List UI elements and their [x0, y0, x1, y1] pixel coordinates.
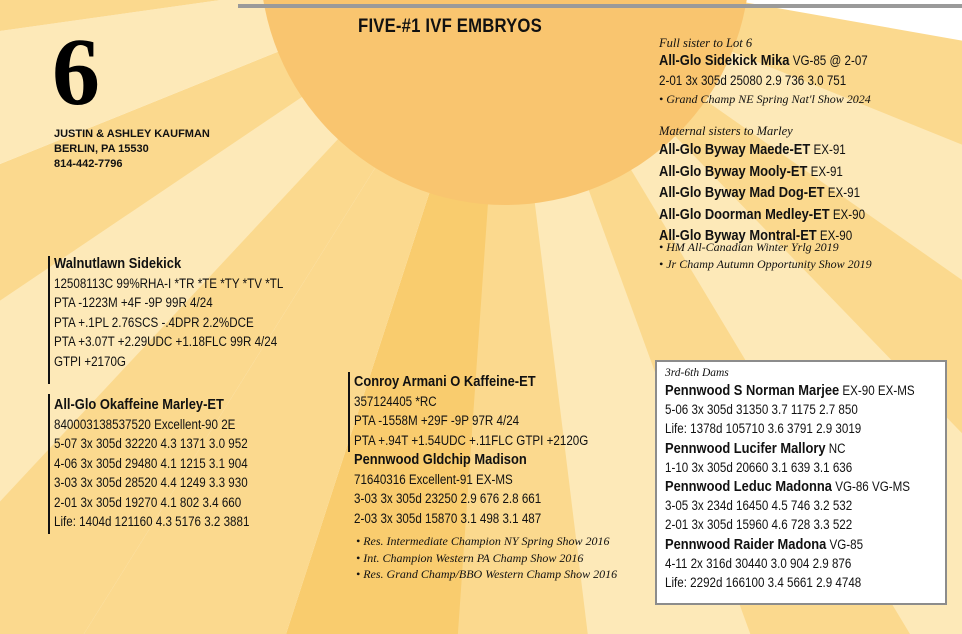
- maternal-sisters-label: Maternal sisters to Marley: [659, 124, 793, 138]
- dam-name: All-Glo Okaffeine Marley-ET: [54, 396, 224, 413]
- maternal-sire-rule: [348, 372, 350, 452]
- sire-line: PTA +3.07T +2.29UDC +1.18FLC 99R 4/24: [54, 334, 278, 349]
- maternal-sire-line: 357124405 *RC: [354, 393, 437, 409]
- second-dam-name: Pennwood Gldchip Madison: [354, 451, 527, 468]
- dams-box-content: Pennwood S Norman Marjee EX-90 EX-MS 5-06 3x 305d 31350 3.7 1175 2.7 850 Life: 1378d 105710 3.6 3791 2.9 3019 Pennwood Lucifer Mallory NC 1-10 3x 305d 20660 3.1 639 3.1 636 Pennwood Leduc Madonna VG-86 VG-MS 3-05 3x 234d 16450 4.5 746 3.2 532 2-01 3x 305d 15960 4.6 728 3.3 522 Pennwood Raider Madona VG-85 4-11 2x 316d 30440 3.0 904 2.9 876 Life: 2292d 166100 3.4 5661 2.9 4748: [665, 381, 915, 592]
- dam-line: 2-01 3x 305d 19270 4.1 802 3.4 660: [54, 494, 242, 510]
- top-rule: [238, 4, 962, 8]
- list-item: All-Glo Byway Montral-ET EX-90: [659, 227, 853, 244]
- sire-line: PTA -1223M +4F -9P 99R 4/24: [54, 295, 213, 310]
- dam3-line: 5-06 3x 305d 31350 3.7 1175 2.7 850: [665, 402, 858, 418]
- sire-block: [54, 254, 283, 371]
- list-item: All-Glo Byway Mad Dog-ET EX-91: [659, 184, 861, 201]
- sire-rule: [48, 256, 50, 384]
- dam5-line: 3-05 3x 234d 16450 4.5 746 3.2 532: [665, 498, 853, 514]
- second-dam-line: 3-03 3x 305d 23250 2.9 676 2.8 661: [354, 491, 542, 506]
- owner-info: [54, 127, 210, 172]
- honor-text: Int. Champion Western PA Champ Show 2016: [363, 550, 584, 565]
- maternal-sire-line: PTA -1558M +29F -9P 97R 4/24: [354, 413, 520, 428]
- dam-line: Life: 1404d 121160 4.3 5176 3.2 3881: [54, 514, 250, 529]
- second-dam-line: 2-03 3x 305d 15870 3.1 498 3.1 487: [354, 510, 542, 526]
- owner-phone: 814-442-7796: [54, 158, 123, 170]
- honor-text: Res. Intermediate Champion NY Spring Show 2016: [363, 534, 610, 548]
- full-sister-block: [659, 51, 868, 90]
- dam6-line: Life: 2292d 166100 3.4 5661 2.9 4748: [665, 575, 862, 591]
- maternal-sire-block: [354, 372, 588, 528]
- full-sister-record: 2-01 3x 305d 25080 2.9 736 3.0 751: [659, 72, 847, 88]
- sire-line: PTA +.1PL 2.76SCS -.4DPR 2.2%DCE: [54, 314, 254, 330]
- honor-text: HM All-Canadian Winter Yrlg 2019: [666, 240, 839, 254]
- dam-line: 3-03 3x 305d 28520 4.4 1249 3.3 930: [54, 475, 248, 490]
- dam3-name: Pennwood S Norman Marjee: [665, 382, 840, 399]
- full-sister-honor: • Grand Champ NE Spring Nat'l Show 2024: [659, 92, 871, 106]
- full-sister-label: Full sister to Lot 6: [659, 36, 753, 50]
- full-sister-score: VG-85 @ 2-07: [789, 53, 868, 68]
- page-title: FIVE-#1 IVF EMBRYOS: [358, 16, 542, 37]
- sire-name: Walnutlawn Sidekick: [54, 255, 182, 272]
- dam-line: 4-06 3x 305d 29480 4.1 1215 3.1 904: [54, 455, 248, 471]
- owner-name: JUSTIN & ASHLEY KAUFMAN: [54, 128, 210, 140]
- dam-line: 5-07 3x 305d 32220 4.3 1371 3.0 952: [54, 436, 248, 451]
- second-dam-line: 71640316 Excellent-91 EX-MS: [354, 471, 513, 487]
- lot-number: 6: [52, 18, 100, 125]
- maternal-sisters-honors: • HM All-Canadian Winter Yrlg 2019 • Jr Champ Autumn Opportunity Show 2019: [659, 240, 872, 271]
- dam4-name: Pennwood Lucifer Mallory: [665, 439, 826, 457]
- maternal-sire-line: PTA +.94T +1.54UDC +.11FLC GTPI +2120G: [354, 432, 589, 448]
- full-sister-name: All-Glo Sidekick Mika: [659, 52, 790, 69]
- dam-rule: [48, 394, 50, 534]
- sire-line: GTPI +2170G: [54, 353, 126, 369]
- list-item: All-Glo Byway Maede-ET EX-91: [659, 141, 846, 158]
- list-item: All-Glo Doorman Medley-ET EX-90: [659, 205, 866, 223]
- second-dam-honors: • Res. Intermediate Champion NY Spring Show 2016 • Int. Champion Western PA Champ Show 2016 • Res. Grand Champ/BBO Western Champ Show 2016: [356, 534, 618, 581]
- dam5-line: 2-01 3x 305d 15960 4.6 728 3.3 522: [665, 517, 853, 533]
- dam5-name: Pennwood Leduc Madonna: [665, 478, 832, 496]
- honor-text: Jr Champ Autumn Opportunity Show 2019: [666, 256, 872, 271]
- owner-address: BERLIN, PA 15530: [54, 143, 149, 155]
- dam6-line: 4-11 2x 316d 30440 3.0 904 2.9 876: [665, 555, 852, 571]
- dam6-name: Pennwood Raider Madona: [665, 535, 827, 553]
- honor-text: Res. Grand Champ/BBO Western Champ Show 2016: [363, 567, 618, 581]
- dam3-line: Life: 1378d 105710 3.6 3791 2.9 3019: [665, 421, 862, 437]
- maternal-sisters-list: [659, 139, 865, 247]
- dam-line: 840003138537520 Excellent-90 2E: [54, 416, 236, 432]
- sire-line: 12508113C 99%RHA-I *TR *TE *TY *TV *TL: [54, 275, 284, 291]
- dams-box-label: 3rd-6th Dams: [665, 367, 729, 379]
- dam4-line: 1-10 3x 305d 20660 3.1 639 3.1 636: [665, 459, 853, 475]
- list-item: All-Glo Byway Mooly-ET EX-91: [659, 162, 843, 180]
- maternal-sire-name: Conroy Armani O Kaffeine-ET: [354, 373, 536, 390]
- dam-block: [54, 395, 249, 532]
